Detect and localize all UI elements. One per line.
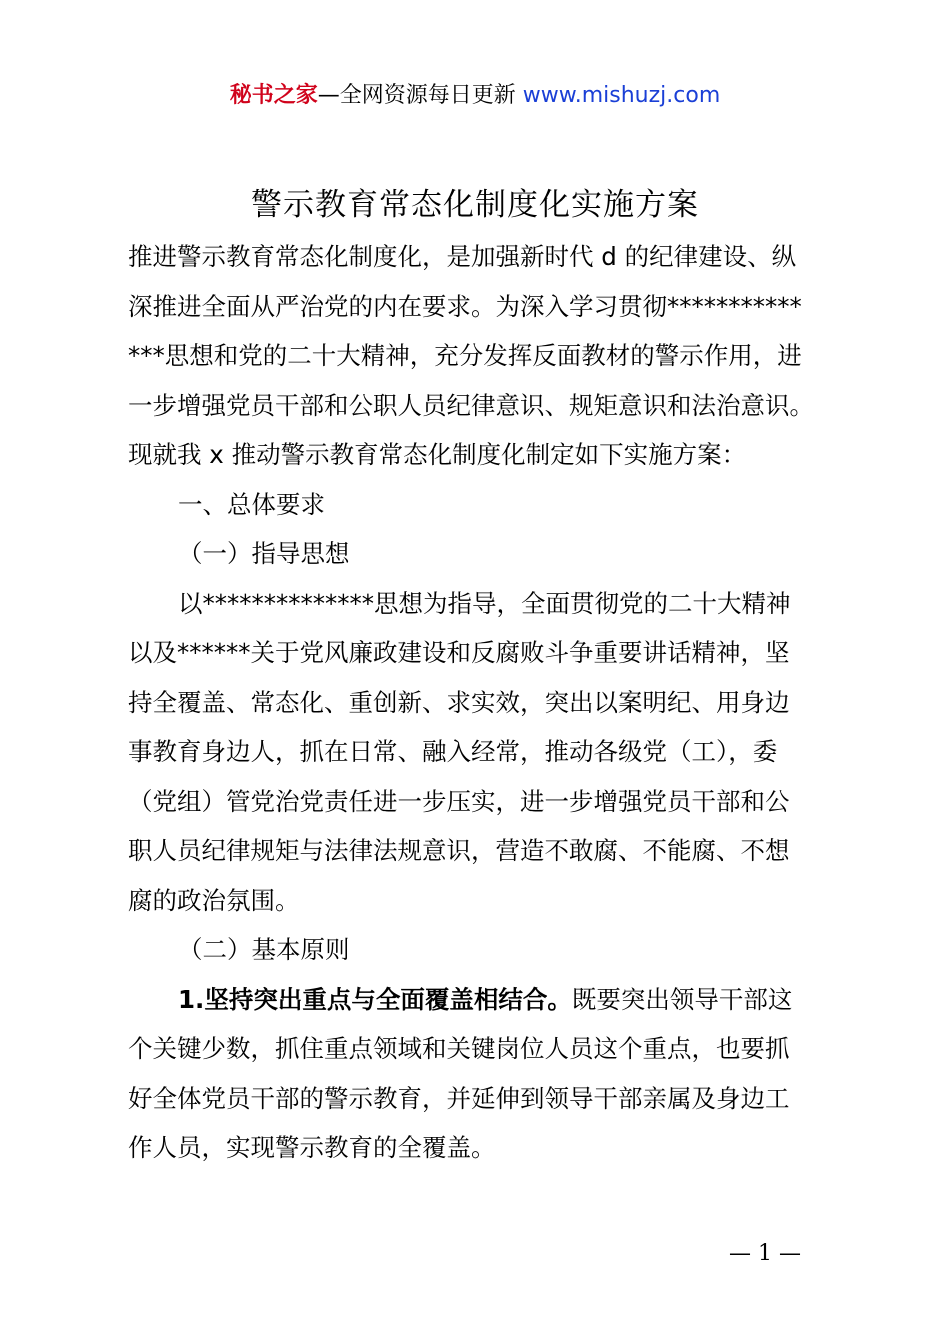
brand-name: 秘书之家 bbox=[229, 83, 318, 108]
subsection-heading bbox=[128, 529, 840, 579]
guiding-line: 腐的政治氛围。 bbox=[128, 885, 300, 915]
intro-line: 一步增强党员干部和公职人员纪律意识、规矩意识和法治意识。 bbox=[128, 390, 814, 420]
subsection-heading bbox=[128, 925, 840, 975]
principle-line: 好全体党员干部的警示教育，并延伸到领导干部亲属及身边工 bbox=[128, 1083, 790, 1113]
site-url-link[interactable]: www.mishuzj.com bbox=[522, 83, 721, 108]
document-title: 警示教育常态化制度化实施方案 bbox=[251, 187, 699, 223]
header-tagline: —全网资源每日更新 bbox=[317, 83, 523, 108]
document-body bbox=[128, 232, 840, 1173]
guiding-line: 持全覆盖、常态化、重创新、求实效，突出以案明纪、用身边 bbox=[128, 687, 790, 717]
intro-line: 深推进全面从严治党的内在要求。为深入学习贯彻*********** bbox=[128, 291, 802, 321]
guiding-line: （党组）管党治党责任进一步压实，进一步增强党员干部和公 bbox=[128, 786, 790, 816]
principle1-lead: 1.坚持突出重点与全面覆盖相结合。 bbox=[178, 984, 572, 1014]
guiding-line: 以**************思想为指导，全面贯彻党的二十大精神 bbox=[178, 588, 791, 618]
subsection1-heading: （一）指导思想 bbox=[178, 539, 350, 568]
intro-line: ***思想和党的二十大精神，充分发挥反面教材的警示作用，进 bbox=[128, 341, 802, 370]
guiding-line: 职人员纪律规矩与法律法规意识，营造不敢腐、不能腐、不想 bbox=[128, 836, 790, 865]
site-header-banner bbox=[0, 80, 950, 112]
intro-paragraph bbox=[128, 232, 840, 480]
intro-line: 推进警示教育常态化制度化，是加强新时代 d 的纪律建设、纵 bbox=[128, 242, 797, 271]
subsection2-heading: （二）基本原则 bbox=[178, 935, 350, 964]
page-number: — 1 — bbox=[729, 1241, 801, 1266]
section-heading bbox=[128, 480, 840, 530]
principle1-text: 既要突出领导干部这 bbox=[571, 984, 793, 1014]
principle-line: 作人员，实现警示教育的全覆盖。 bbox=[128, 1133, 496, 1162]
intro-line: 现就我 x 推动警示教育常态化制度化制定如下实施方案： bbox=[128, 440, 747, 469]
principle-paragraph bbox=[128, 975, 840, 1173]
principle-line bbox=[128, 975, 840, 1025]
section1-heading: 一、总体要求 bbox=[178, 489, 325, 519]
guiding-line: 事教育身边人，抓在日常、融入经常，推动各级党（工），委 bbox=[128, 737, 778, 766]
guiding-paragraph bbox=[128, 579, 840, 926]
principle-line: 个关键少数，抓住重点领域和关键岗位人员这个重点，也要抓 bbox=[128, 1034, 790, 1063]
guiding-line: 以及******关于党风廉政建设和反腐败斗争重要讲话精神，坚 bbox=[128, 638, 790, 667]
